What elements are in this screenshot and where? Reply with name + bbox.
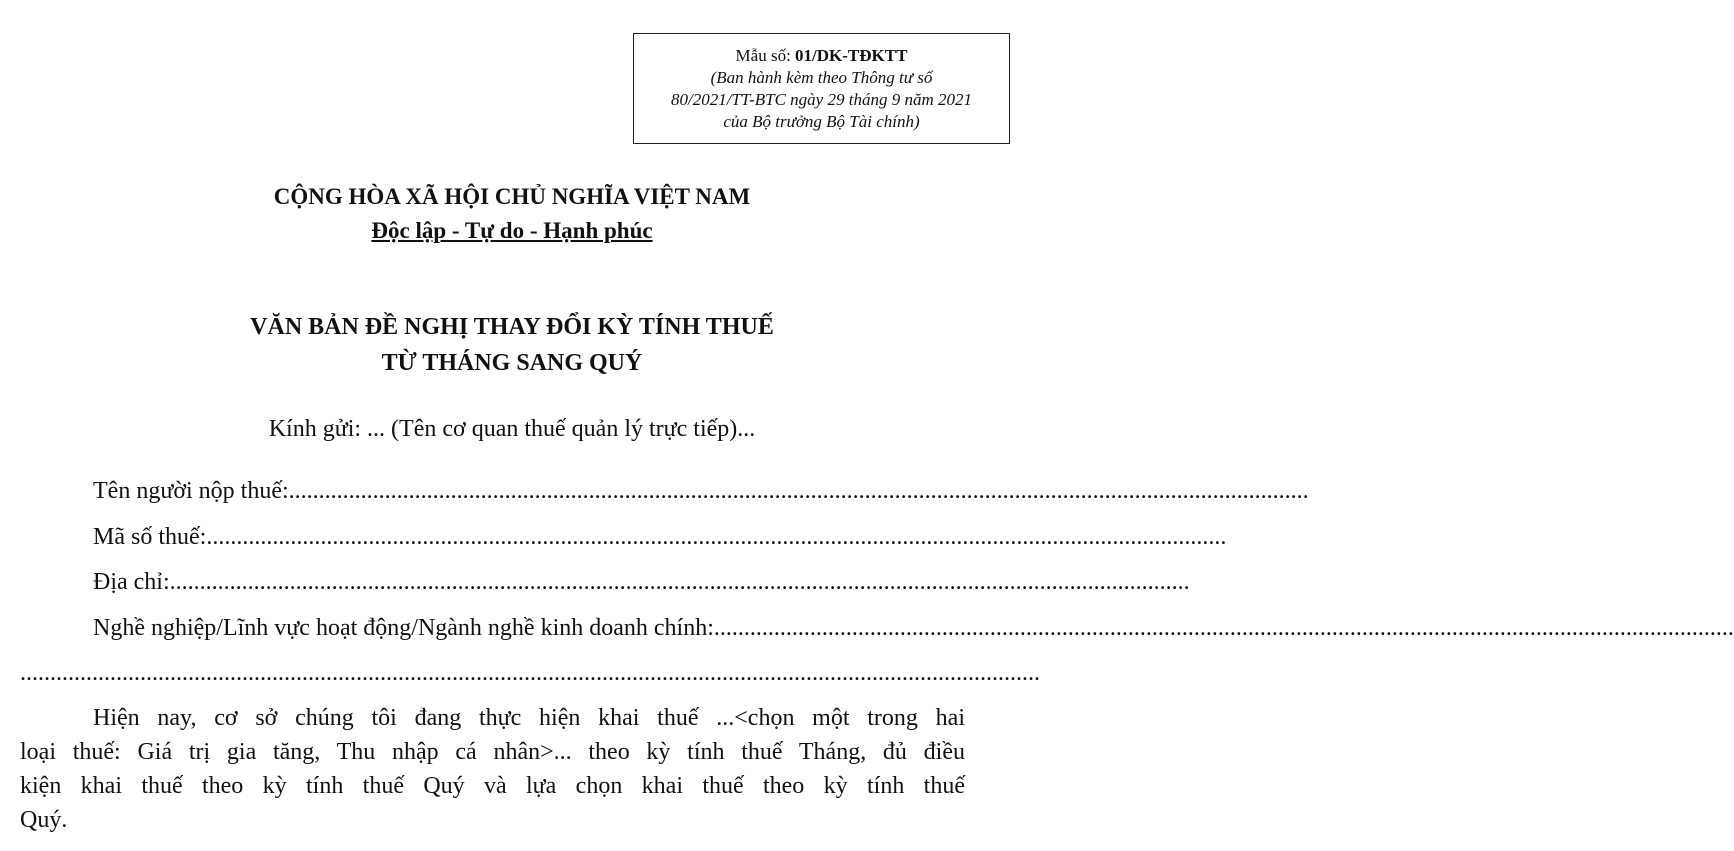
field-label: Mã số thuế: (93, 524, 207, 550)
field-fill-dots: .......................................................................................................................................................................... (288, 478, 1309, 504)
field-occupation-continued[interactable] (20, 660, 1040, 687)
field-occupation[interactable] (93, 615, 1734, 642)
field-taxpayer-name[interactable] (93, 478, 1309, 505)
field-fill-dots: .......................................................................................................................................................................... (169, 569, 1190, 595)
field-fill-dots: .......................................................................................................................................................................... (713, 615, 1734, 641)
recipient: Kính gửi: ... (Tên cơ quan thuế quản lý trực tiếp)... (268, 416, 756, 442)
field-label: Địa chỉ: (93, 569, 170, 595)
field-tax-code[interactable] (93, 524, 1227, 551)
form-number-box (633, 33, 1010, 144)
field-address[interactable] (93, 569, 1190, 596)
form-note-2: 80/2021/TT-BTC ngày 29 tháng 9 năm 2021 (671, 90, 972, 109)
paragraph-line-1: Hiện nay, cơ sở chúng tôi đang thực hiện khai thuế ...<chọn một trong hai (93, 705, 965, 731)
paragraph-line-3: kiện khai thuế theo kỳ tính thuế Quý và lựa chọn khai thuế theo kỳ tính thuế (20, 773, 965, 799)
field-fill-dots: .......................................................................................................................................................................... (206, 524, 1227, 550)
form-label: Mẫu số: (735, 46, 796, 65)
motto: Độc lập - Tự do - Hạnh phúc (371, 218, 653, 243)
form-note-1: (Ban hành kèm theo Thông tư số (710, 68, 933, 87)
title-line-2: TỪ THÁNG SANG QUÝ (381, 350, 643, 376)
field-label: Tên người nộp thuế: (93, 478, 289, 504)
form-note-3: của Bộ trưởng Bộ Tài chính) (723, 112, 920, 131)
title-line-1: VĂN BẢN ĐỀ NGHỊ THAY ĐỔI KỲ TÍNH THUẾ (250, 314, 774, 340)
field-fill-dots: .......................................................................................................................................................................... (20, 660, 1040, 686)
field-label: Nghề nghiệp/Lĩnh vực hoạt động/Ngành nghề kinh doanh chính: (93, 615, 714, 641)
form-code: 01/DK-TĐKTT (795, 46, 908, 65)
paragraph-line-4: Quý. (20, 807, 68, 833)
country-name: CỘNG HÒA XÃ HỘI CHỦ NGHĨA VIỆT NAM (273, 184, 751, 209)
paragraph-line-2: loại thuế: Giá trị gia tăng, Thu nhập cá nhân>... theo kỳ tính thuế Tháng, đủ điều (20, 739, 965, 765)
